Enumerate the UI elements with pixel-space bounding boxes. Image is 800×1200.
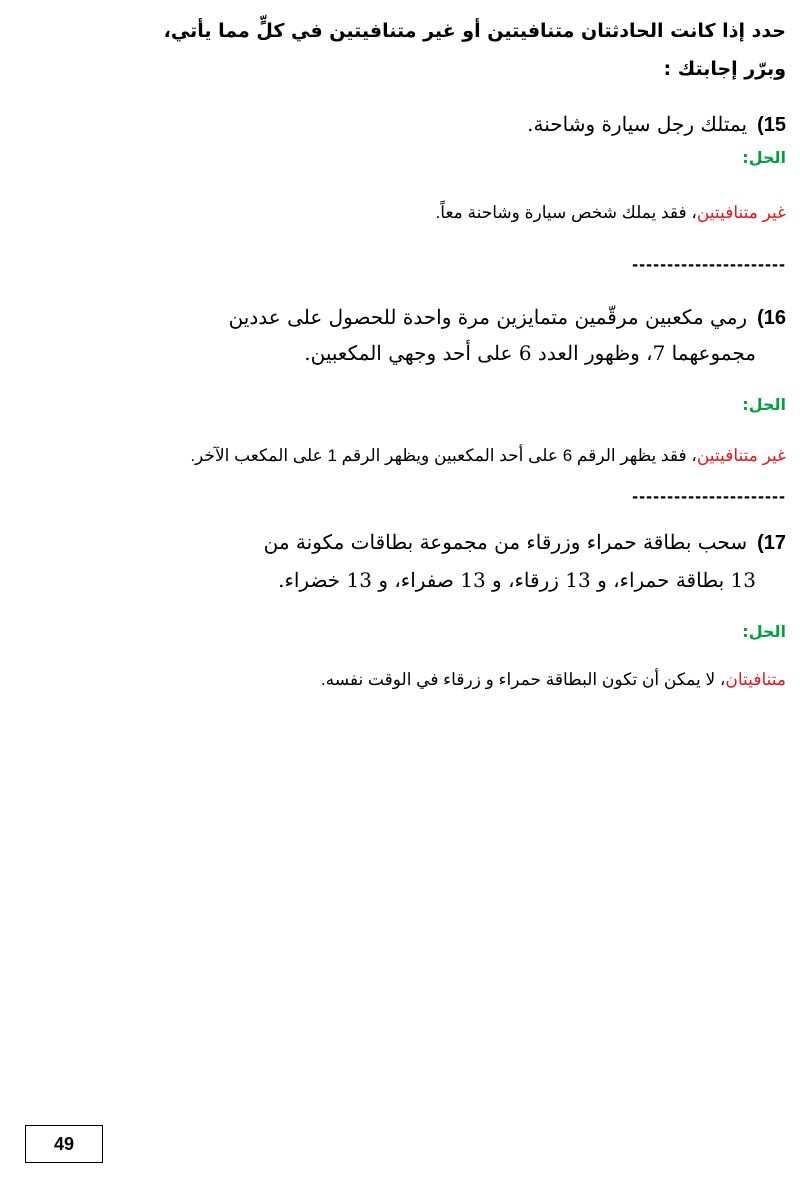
solution-label: الحل:: [742, 395, 786, 414]
question-text-continued: مجموعهما 7، وظهور العدد 6 على أحد وجهي المكعبين.: [304, 341, 756, 365]
instruction-line-1: حدد إذا كانت الحادثتان متنافيتين أو غير متنافيتين في كلٍّ مما يأتي،: [163, 20, 786, 42]
answer-15: [0, 200, 786, 226]
answer-16: [0, 443, 786, 469]
answer-17: [0, 667, 786, 693]
question-text-continued: 13 بطاقة حمراء، و 13 زرقاء، و 13 صفراء، و 13 خضراء.: [278, 568, 756, 592]
question-17: [26, 523, 786, 562]
answer-verdict: غير متنافيتين: [696, 203, 786, 222]
separator-line: ----------------------: [632, 254, 786, 274]
answer-explanation: ، لا يمكن أن تكون البطاقة حمراء و زرقاء في الوقت نفسه.: [320, 670, 726, 689]
question-16: [26, 298, 786, 337]
instruction-heading: [26, 12, 786, 88]
separator-line: ----------------------: [632, 486, 786, 506]
solution-label: الحل:: [742, 622, 786, 641]
answer-verdict: غير متنافيتين: [696, 446, 786, 465]
question-text: يمتلك رجل سيارة وشاحنة.: [527, 112, 748, 136]
question-15: [26, 105, 786, 144]
question-text: سحب بطاقة حمراء وزرقاء من مجموعة بطاقات مكونة من: [263, 530, 748, 554]
question-number: 16): [757, 307, 786, 329]
answer-verdict: متنافيتان: [725, 670, 786, 689]
question-number: 15): [757, 114, 786, 136]
instruction-line-2: وبرّر إجابتك :: [663, 58, 786, 80]
solution-label: الحل:: [742, 148, 786, 167]
question-text: رمي مكعبين مرقّمين متمايزين مرة واحدة للحصول على عددين: [228, 305, 748, 329]
answer-explanation: ، فقد يملك شخص سيارة وشاحنة معاً.: [435, 203, 697, 222]
question-number: 17): [757, 532, 786, 554]
page-number: 49: [25, 1125, 103, 1163]
answer-explanation: ، فقد يظهر الرقم 6 على أحد المكعبين ويظهر الرقم 1 على المكعب الآخر.: [190, 446, 697, 465]
